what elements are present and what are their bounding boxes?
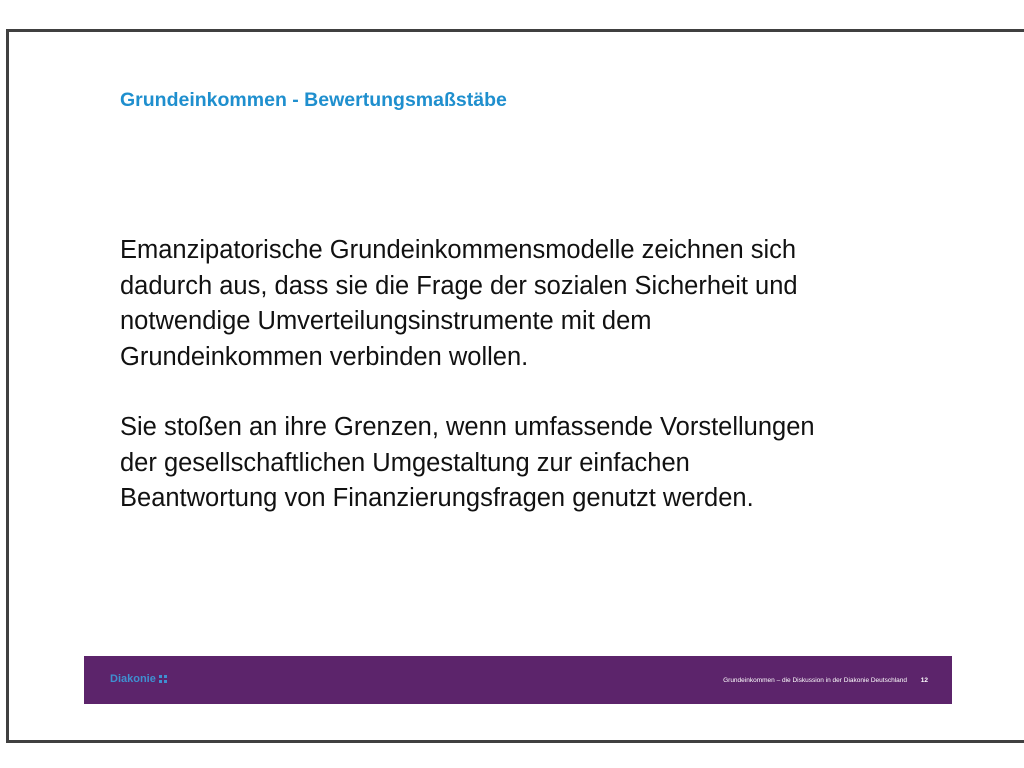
slide-title: Grundeinkommen - Bewertungsmaßstäbe: [120, 89, 507, 111]
logo-text: Diakonie: [110, 673, 156, 685]
diakonie-logo: [110, 673, 167, 685]
body-line: der gesellschaftlichen Umgestaltung zur einfachen: [120, 448, 690, 477]
body-line: dadurch aus, dass sie die Frage der sozialen Sicherheit und: [120, 271, 798, 300]
body-line: notwendige Umverteilungsinstrumente mit dem: [120, 307, 652, 335]
diakonie-cross-icon: [159, 675, 167, 683]
body-line: Emanzipatorische Grundeinkommensmodelle zeichnen sich: [120, 236, 797, 264]
body-line: Grundeinkommen verbinden wollen.: [120, 342, 529, 371]
footer-caption: Grundeinkommen – die Diskussion in der Diakonie Deutschland: [723, 677, 907, 684]
body-paragraph-1: [120, 233, 980, 375]
body-line: Beantwortung von Finanzierungsfragen genutzt werden.: [120, 484, 754, 512]
page-number: 12: [920, 677, 928, 684]
body-line: Sie stoßen an ihre Grenzen, wenn umfassende Vorstellungen: [120, 413, 815, 441]
body-paragraph-2: [120, 410, 980, 517]
footer-bar: [84, 656, 952, 704]
slide-body: [120, 233, 980, 552]
